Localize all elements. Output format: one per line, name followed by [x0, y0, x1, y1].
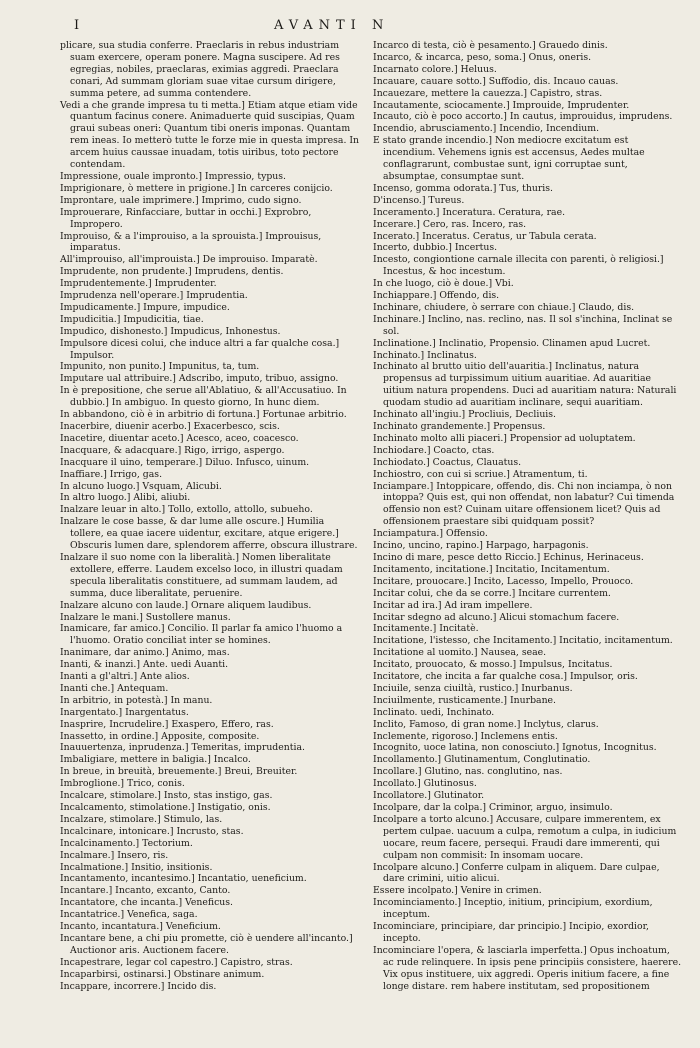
dictionary-entry: Inaffiare.] Irrigo, gas. [60, 468, 163, 480]
dictionary-entry: In è prepositione, che serue all'Ablatiuo, & all'Accusatiuo. In dubbio.] In ambiguo. In questo giorno, In hunc diem. [60, 385, 347, 409]
dictionary-entry: Incollatore.] Glutinator. [373, 790, 485, 802]
dictionary-entry: Inacerbire, diuenir acerbo.] Exacerbesco, scis. [60, 421, 280, 432]
dictionary-entry: Inchiodato.] Coactus, Clauatus. [373, 456, 522, 468]
dictionary-entry: Inalzare il suo nome con la liberalità.] Nomen liberalitate extollere, efferre. Laudem excelso loco, in illustri quadam specula liberalitatis constituere, ad summam laudem, ad summa, duce liberalitate, peruenire. [60, 551, 343, 599]
dictionary-entry: Incino di mare, pesce detto Riccio.] Echinus, Herinaceus. [373, 551, 644, 563]
dictionary-entry: Inalzare le mani.] Sustollere manus. [60, 611, 231, 623]
dictionary-entry: Inalzare alcuno con laude.] Ornare aliquem laudibus. [60, 599, 312, 611]
dictionary-entry: Incanto, incantatura.] Veneficium. [60, 921, 221, 933]
dictionary-entry: Incantare.] Incanto, excanto, Canto. [60, 885, 231, 897]
dictionary-entry: Inciampatura.] Offensio. [373, 528, 488, 540]
dictionary-entry: Incominciare, principiare, dar principio.] Incipio, exordior, incepto. [373, 921, 649, 944]
dictionary-entry: Inciampare.] Intoppicare, offendo, dis. Chi non inciampa, ò non intoppa? Quis est, qui non offendat, non labatur? Cui timenda offensio non est? Cuinam uitare offensionem licet? Quis ad offensionem praestare sibi quidquam possit? [373, 480, 675, 528]
dictionary-entry: Improuiso, & a l'improuiso, a la sprouista.] Improuisus, imparatus. [60, 230, 322, 254]
dictionary-entry: Incalcare, stimolare.] Insto, stas instigo, gas. [60, 790, 273, 802]
dictionary-entry: Incitatore, che incita a far qualche cosa.] Impulsor, oris. [373, 671, 638, 683]
dictionary-entry: Inchiodare.] Coacto, ctas. [373, 444, 495, 456]
dictionary-entry: plicare, sua studia conferre. Praeclaris in rebus industriam suam exercere, operam ponere. Magna suscipere. Ad res egregias, nobiles, praeclaras, eximias aggredi. Praeclara conari, Ad summam gloriam suae vitae cursum dirigere, summa petere, ad summa contendere. [60, 40, 340, 99]
dictionary-entry: Inalzare le cose basse, & dar lume alle oscure.] Humilia tollere, ea quae iacere uidentur, excitare, atque erigere.] Obscuris lumen dare, splendorem afferre, obscura illustrare. [60, 516, 358, 552]
dictionary-entry: Incantamento, incantesimo.] Incantatio, ueneficium. [60, 873, 307, 885]
dictionary-entry: E stato grande incendio.] Non mediocre excitatum est incendium. Vehemens ignis est accensus, Aedes multae conflagrarunt, combustae sunt, igni corruptae sunt, absumptae, consumptae sunt. [373, 135, 645, 182]
dictionary-entry: Inargentato.] Inargentatus. [60, 706, 189, 718]
dictionary-entry: Inclemente, rigoroso.] Inclemens entis. [373, 730, 558, 742]
dictionary-entry: Inchinato al brutto uitio dell'auaritia.] Inclinatus, natura propensus ad turpissimum uitium auaritiae. Ad auaritiae uitium natura propendens. Duci ad auaritiam natura: Naturali quodam studio ad auaritiam inclinare, sequi auaritiam. [373, 361, 677, 409]
dictionary-entry: Imprudenza nell'operare.] Imprudentia. [60, 290, 248, 302]
dictionary-entry: Incarco di testa, ciò è pesamento.] Grauedo dinis. [373, 40, 608, 51]
dictionary-entry: Incappare, incorrere.] Incido dis. [60, 980, 217, 992]
dictionary-entry: Imbroglione.] Trico, conis. [60, 778, 185, 790]
dictionary-entry: Impunito, non punito.] Impunitus, ta, tum. [60, 361, 260, 373]
dictionary-entry: Inanti che.] Antequam. [60, 682, 169, 694]
dictionary-entry: Incantatore, che incanta.] Veneficus. [60, 897, 234, 909]
dictionary-entry: In alcuno luogo.] Vsquam, Alicubi. [60, 480, 222, 492]
dictionary-entry: Inchinare, chiudere, ò serrare con chiaue.] Claudo, dis. [373, 301, 635, 313]
dictionary-entry: Incalcamento, stimolatione.] Instigatio, onis. [60, 802, 271, 813]
dictionary-entry: Inchiostro, con cui si scriue.] Atramentum, ti. [373, 468, 588, 480]
dictionary-entry: Incognito, uoce latina, non conosciuto.] Ignotus, Incognitus. [373, 742, 657, 754]
dictionary-entry: Incitare, prouocare.] Incito, Lacesso, Impello, Prouoco. [373, 575, 634, 587]
dictionary-entry: Incominciare l'opera, & lasciarla imperfetta.] Opus inchoatum, ac rude relinquere. In ipsis pene principiis consistere, haerere. Vix opus instituere, uix aggredi. Operis initium facere, a fine longe distare. rem habere institutam, sed propositionem [373, 944, 682, 992]
dictionary-entry: Incauezare, mettere la cauezza.] Capistro, stras. [373, 87, 603, 99]
page-header [24, 18, 676, 40]
dictionary-entry: Incitato, prouocato, & mosso.] Impulsus, Incitatus. [373, 659, 613, 671]
dictionary-entry: Incitar colui, che da se corre.] Incitare currentem. [373, 587, 611, 599]
dictionary-entry: Inchinato all'ingiu.] Procliuis, Decliuis. [373, 409, 557, 421]
dictionary-entry: Incenso, gomma odorata.] Tus, thuris. [373, 182, 554, 194]
dictionary-entry: Incalcinare, intonicare.] Incrusto, stas. [60, 825, 244, 837]
right-column [373, 40, 682, 993]
dictionary-entry: Incitar ad ira.] Ad iram impellere. [373, 599, 533, 611]
dictionary-entry: Vedi a che grande impresa tu ti metta.] Etiam atque etiam vide quantum facinus conere. Animaduerte quid suscipias, Quam graui subeas oneri: Quantum tibi oneris imponas. Quantam rem ineas. Io metterò tutte le forze mie in questa impresa. In arcem huius caussae inuadam, totis uiribus, toto pectore contendam. [60, 99, 360, 171]
dictionary-entry: Incitatione al uomito.] Nausea, seae. [373, 647, 547, 659]
dictionary-entry: Incalmatione.] Insitio, insitionis. [60, 861, 213, 873]
dictionary-entry: Inclinato. uedi, Inchinato. [373, 706, 495, 718]
dictionary-entry: Inchinato molto alli piaceri.] Propensior ad uoluptatem. [373, 432, 636, 444]
dictionary-entry: Inchinato.] Inclinatus. [373, 349, 477, 361]
dictionary-entry: Incitamente.] Incitatè. [373, 623, 479, 635]
dictionary-entry: Incantare bene, a chi piu promette, ciò è uendere all'incanto.] Auctionor aris. Auctionem facere. [60, 932, 353, 956]
dictionary-entry: In breue, in breuità, breuemente.] Breui, Breuiter. [60, 766, 298, 778]
dictionary-entry: In che luogo, ciò è doue.] Vbi. [373, 278, 514, 290]
dictionary-entry: In abbandono, ciò è in arbitrio di fortuna.] Fortunae arbitrio. [60, 409, 347, 421]
dictionary-entry: Imprudentemente.] Imprudenter. [60, 278, 217, 290]
dictionary-entry: Incarco, & incarca, peso, soma.] Onus, oneris. [373, 51, 592, 63]
dictionary-entry: Impudicitia.] Impudicitia, tiae. [60, 313, 204, 325]
dictionary-entry: Imputare ual attribuire.] Adscribo, imputo, tribuo, assigno. [60, 373, 339, 385]
dictionary-entry: Incolpare a torto alcuno.] Accusare, culpare immerentem, ex pertem culpae. uacuum a culpa, remotum a culpa, in iudicium uocare, reum facere, persequi. Fraudi dare immerenti, qui culpam non commisit: In insomam uocare. [373, 813, 677, 861]
dictionary-entry: Incerato.] Inceratus. Ceratus, ur Tabula cerata. [373, 230, 597, 242]
dictionary-entry: Inchiappare.] Offendo, dis. [373, 290, 500, 302]
dictionary-entry: Incaparbirsi, ostinarsi.] Obstinare animum. [60, 968, 265, 980]
dictionary-entry: Inanimare, dar animo.] Animo, mas. [60, 647, 230, 659]
dictionary-entry: Inassetto, in ordine.] Apposite, composite. [60, 730, 260, 742]
dictionary-entry: Inauuertenza, inprudenza.] Temeritas, imprudentia. [60, 742, 305, 754]
dictionary-entry: Incautamente, sciocamente.] Improuide, Imprudenter. [373, 99, 630, 111]
dictionary-entry: Inamicare, far amico.] Concilio. Il parlar fa amico l'huomo a l'huomo. Oratio conciliat inter se homines. [60, 623, 343, 647]
dictionary-entry: Impulsore dicesi colui, che induce altri a far qualche cosa.] Impulsor. [60, 337, 340, 361]
running-title: AVANTI N [274, 18, 390, 33]
dictionary-entry: Incollamento.] Glutinamentum, Conglutinatio. [373, 754, 591, 766]
dictionary-entry: Improuerare, Rinfacciare, buttar in occhi.] Exprobro, Impropero. [60, 206, 312, 230]
dictionary-entry: Incalzare, stimolare.] Stimulo, las. [60, 813, 223, 825]
dictionary-entry: All'improuiso, all'improuista.] De improuiso. Imparatè. [60, 254, 318, 266]
dictionary-entry: Inchinare.] Inclino, nas. reclino, nas. Il sol s'inchina, Inclinat se sol. [373, 313, 673, 337]
dictionary-entry: Incalmare.] Insero, ris. [60, 849, 169, 861]
dictionary-entry: Inasprire, Incrudelire.] Exaspero, Effero, ras. [60, 718, 274, 730]
dictionary-entry: Inciuilmente, rusticamente.] Inurbane. [373, 694, 557, 706]
dictionary-entry: Inacetire, diuentar aceto.] Acesco, aceo, coacesco. [60, 432, 299, 444]
dictionary-entry: Inacquare il uino, temperare.] Diluo. Infusco, uinum. [60, 456, 310, 468]
dictionary-entry: In arbitrio, in potestà.] In manu. [60, 694, 213, 706]
dictionary-entry: Impressione, ouale impronto.] Impressio, typus. [60, 170, 286, 182]
dictionary-entry: Inanti, & inanzi.] Ante. uedi Auanti. [60, 659, 229, 671]
dictionary-entry: Incolpare, dar la colpa.] Criminor, arguo, insimulo. [373, 802, 613, 813]
dictionary-entry: Incominciamento.] Inceptio, initium, principium, exordium, inceptum. [373, 897, 653, 921]
dictionary-entry: Imbaligiare, mettere in baligia.] Incalco. [60, 754, 251, 766]
dictionary-entry: Inclinatione.] Inclinatio, Propensio. Clinamen apud Lucret. [373, 337, 651, 349]
dictionary-entry: Inciuile, senza ciuiltà, rustico.] Inurbanus. [373, 682, 573, 694]
dictionary-entry: Incantatrice.] Venefica, saga. [60, 909, 198, 921]
dictionary-entry: Incollare.] Glutino, nas. conglutino, nas. [373, 766, 563, 778]
dictionary-entry: Inacquare, & adacquare.] Rigo, irrigo, aspergo. [60, 444, 285, 456]
dictionary-entry: Incapestrare, legar col capestro.] Capistro, stras. [60, 956, 293, 968]
left-column [60, 40, 359, 993]
dictionary-entry: Inchinato grandemente.] Propensus. [373, 421, 546, 432]
dictionary-entry: Imprigionare, ò mettere in prigione.] In carceres conijcio. [60, 182, 333, 194]
dictionary-entry: Improntare, uale imprimere.] Imprimo, cudo signo. [60, 194, 302, 206]
dictionary-entry: Incesto, congiontione carnale illecita con parenti, ò religiosi.] Incestus, & hoc incestum. [373, 254, 664, 278]
dictionary-entry: Essere incolpato.] Venire in crimen. [373, 885, 542, 897]
dictionary-entry: Incolpare alcuno.] Conferre culpam in aliquem. Dare culpae, dare crimini, uitio alicui. [373, 861, 660, 885]
dictionary-entry: Impudicamente.] Impure, impudice. [60, 301, 230, 313]
dictionary-entry: Incitatione, l'istesso, che Incitamento.] Incitatio, incitamentum. [373, 635, 673, 647]
dictionary-entry: Incitamento, incitatione.] Incitatio, Incitamentum. [373, 563, 610, 575]
dictionary-entry: Inalzare leuar in alto.] Tollo, extollo, attollo, subueho. [60, 504, 313, 516]
dictionary-entry: Imprudente, non prudente.] Imprudens, dentis. [60, 266, 284, 278]
dictionary-entry: Incino, uncino, rapino.] Harpago, harpagonis. [373, 540, 589, 552]
dictionary-entry: Inceramento.] Inceratura. Ceratura, rae. [373, 206, 566, 218]
dictionary-entry: Incauare, cauare sotto.] Suffodio, dis. Incauo cauas. [373, 75, 619, 87]
dictionary-entry: D'incenso.] Tureus. [373, 194, 465, 206]
dictionary-entry: In altro luogo.] Alibi, aliubi. [60, 492, 191, 504]
dictionary-entry: Impudico, dishonesto.] Impudicus, Inhonestus. [60, 325, 281, 337]
page-letter: I [74, 18, 81, 33]
dictionary-entry: Incalcinamento.] Tectorium. [60, 837, 193, 849]
dictionary-entry: Incauto, ciò è poco accorto.] In cautus, improuidus, imprudens. [373, 111, 673, 123]
dictionary-entry: Incollato.] Glutinosus. [373, 778, 477, 790]
dictionary-entry: Incerto, dubbio.] Incertus. [373, 242, 498, 254]
dictionary-entry: Inanti a gl'altri.] Ante alios. [60, 671, 190, 683]
dictionary-entry: Incerare.] Cero, ras. Incero, ras. [373, 218, 527, 230]
dictionary-entry: Incendio, abrusciamento.] Incendio, Incendium. [373, 123, 600, 135]
dictionary-entry: Incitar sdegno ad alcuno.] Alicui stomachum facere. [373, 611, 620, 623]
dictionary-entry: Incarnato colore.] Heluus. [373, 63, 497, 75]
dictionary-columns [60, 40, 682, 993]
dictionary-entry: Inclito, Famoso, di gran nome.] Inclytus, clarus. [373, 718, 599, 730]
